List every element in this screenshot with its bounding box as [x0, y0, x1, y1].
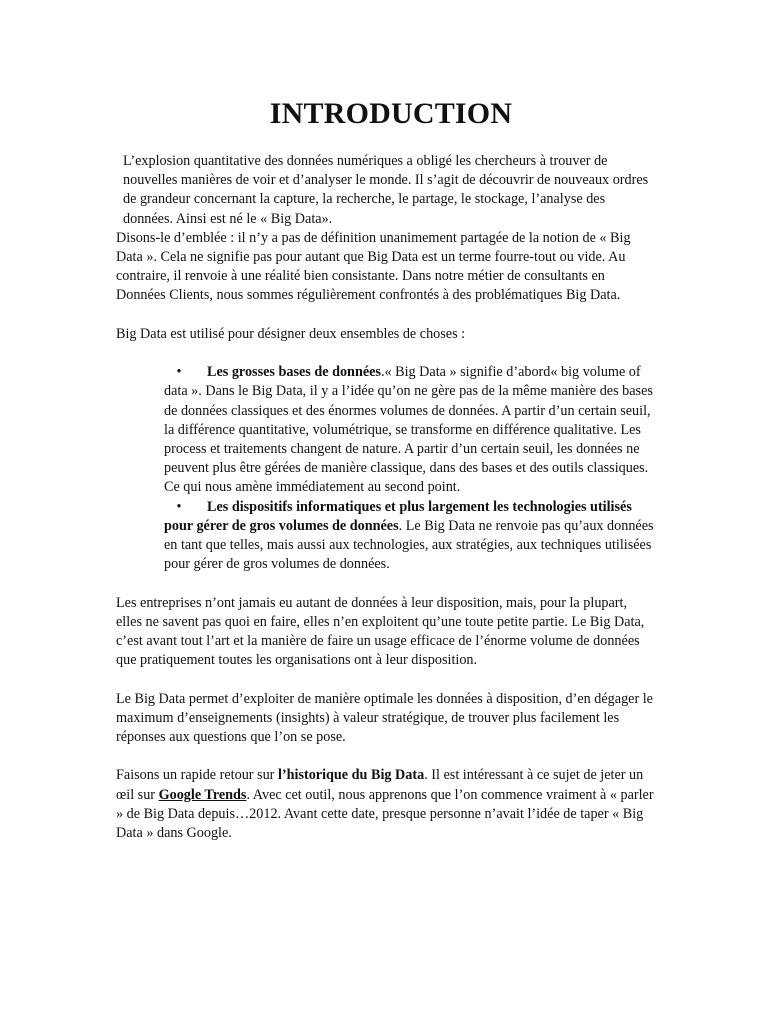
paragraph-spacer	[116, 574, 656, 593]
google-trends-link[interactable]: Google Trends	[158, 786, 247, 803]
bullet-icon: •	[176, 498, 182, 515]
optimal-paragraph: Le Big Data permet d’exploiter de manière optimale les données à disposition, d’en dégager le maximum d’enseignements (insights) à valeur stratégique, de trouver plus facilement les réponses aux questions que l’on se pose.	[116, 690, 653, 746]
bullet-item-body: .« Big Data » signifie d’abord« big volume of data ». Dans le Big Data, il y a l’idée qu’on ne gère pas de la même manière des bases de données classiques et des énormes volumes de données. A partir d’un certain seuil, la différence quantitative, volumétrique, se transforme en différence qualitative. Les process et traitements changent de nature. A partir d’un certain seuil, les données ne peuvent plus être gérées de manière classique, dans des bases et des outils classiques. Ce qui nous amène immédiatement au second point.	[164, 364, 653, 496]
bullet-item-large-databases	[164, 363, 656, 497]
paragraph-spacer	[116, 306, 656, 325]
paragraph-spacer	[116, 747, 656, 766]
history-text-part2: . Il est intéressant à ce sujet de jeter un œil sur	[116, 767, 644, 803]
bullet-icon: •	[176, 364, 182, 381]
bullet-item-text	[164, 498, 656, 575]
paragraph-spacer	[116, 670, 656, 689]
intro-paragraph: L’explosion quantitative des données numériques a obligé les chercheurs à trouver de nouvelles manières de voir et d’analyser le monde. Il s’agit de découvrir de nouveaux ordres de grandeur concernant la capture, la recherche, le partage, le stockage, l’analyse des données. Ainsi est né le « Big Data».	[123, 153, 649, 227]
history-paragraph	[116, 766, 656, 843]
bullet-item-text	[164, 363, 656, 497]
usage-intro-paragraph: Big Data est utilisé pour désigner deux ensembles de choses :	[116, 325, 466, 342]
history-text-part1: Faisons un rapide retour sur	[116, 767, 278, 784]
paragraph-spacer	[116, 344, 656, 363]
definition-bullet-list	[116, 363, 656, 574]
history-bold-phrase: l’historique du Big Data	[277, 767, 425, 784]
page-title: INTRODUCTION	[269, 97, 513, 130]
document-body	[116, 152, 656, 843]
bullet-item-body: . Le Big Data ne renvoie pas qu’aux données en tant que telles, mais aussi aux technologies, aux stratégies, aux techniques utilisées pour gérer de gros volumes de données.	[164, 517, 654, 573]
bullet-item-technologies	[164, 498, 656, 575]
enterprises-paragraph: Les entreprises n’ont jamais eu autant de données à leur disposition, mais, pour la plupart, elles ne savent pas quoi en faire, elles n’en exploitent qu’une toute petite partie. Le Big Data, c’est avant tout l’art et la manière de faire un usage efficace de l’énorme volume de données que pratiquement toutes les organisations ont à leur disposition.	[116, 594, 645, 669]
bullet-item-heading: Les dispositifs informatiques et plus largement les technologies utilisés pour gérer de gros volumes de données	[164, 498, 632, 534]
history-text-part3: . Avec cet outil, nous apprenons que l’on commence vraiment à « parler » de Big Data depuis…2012. Avant cette date, presque personne n’avait l’idée de taper « Big Data » dans Google.	[116, 786, 654, 842]
definition-paragraph: Disons-le d’emblée : il n’y a pas de définition unanimement partagée de la notion de « Big Data ». Cela ne signifie pas pour autant que Big Data est un terme fourre-tout ou vide. Au contraire, il renvoie à une réalité bien consistante. Dans notre métier de consultants en Données Clients, nous sommes régulièrement confrontés à des problématiques Big Data.	[116, 229, 631, 304]
bullet-item-heading: Les grosses bases de données	[207, 364, 381, 381]
